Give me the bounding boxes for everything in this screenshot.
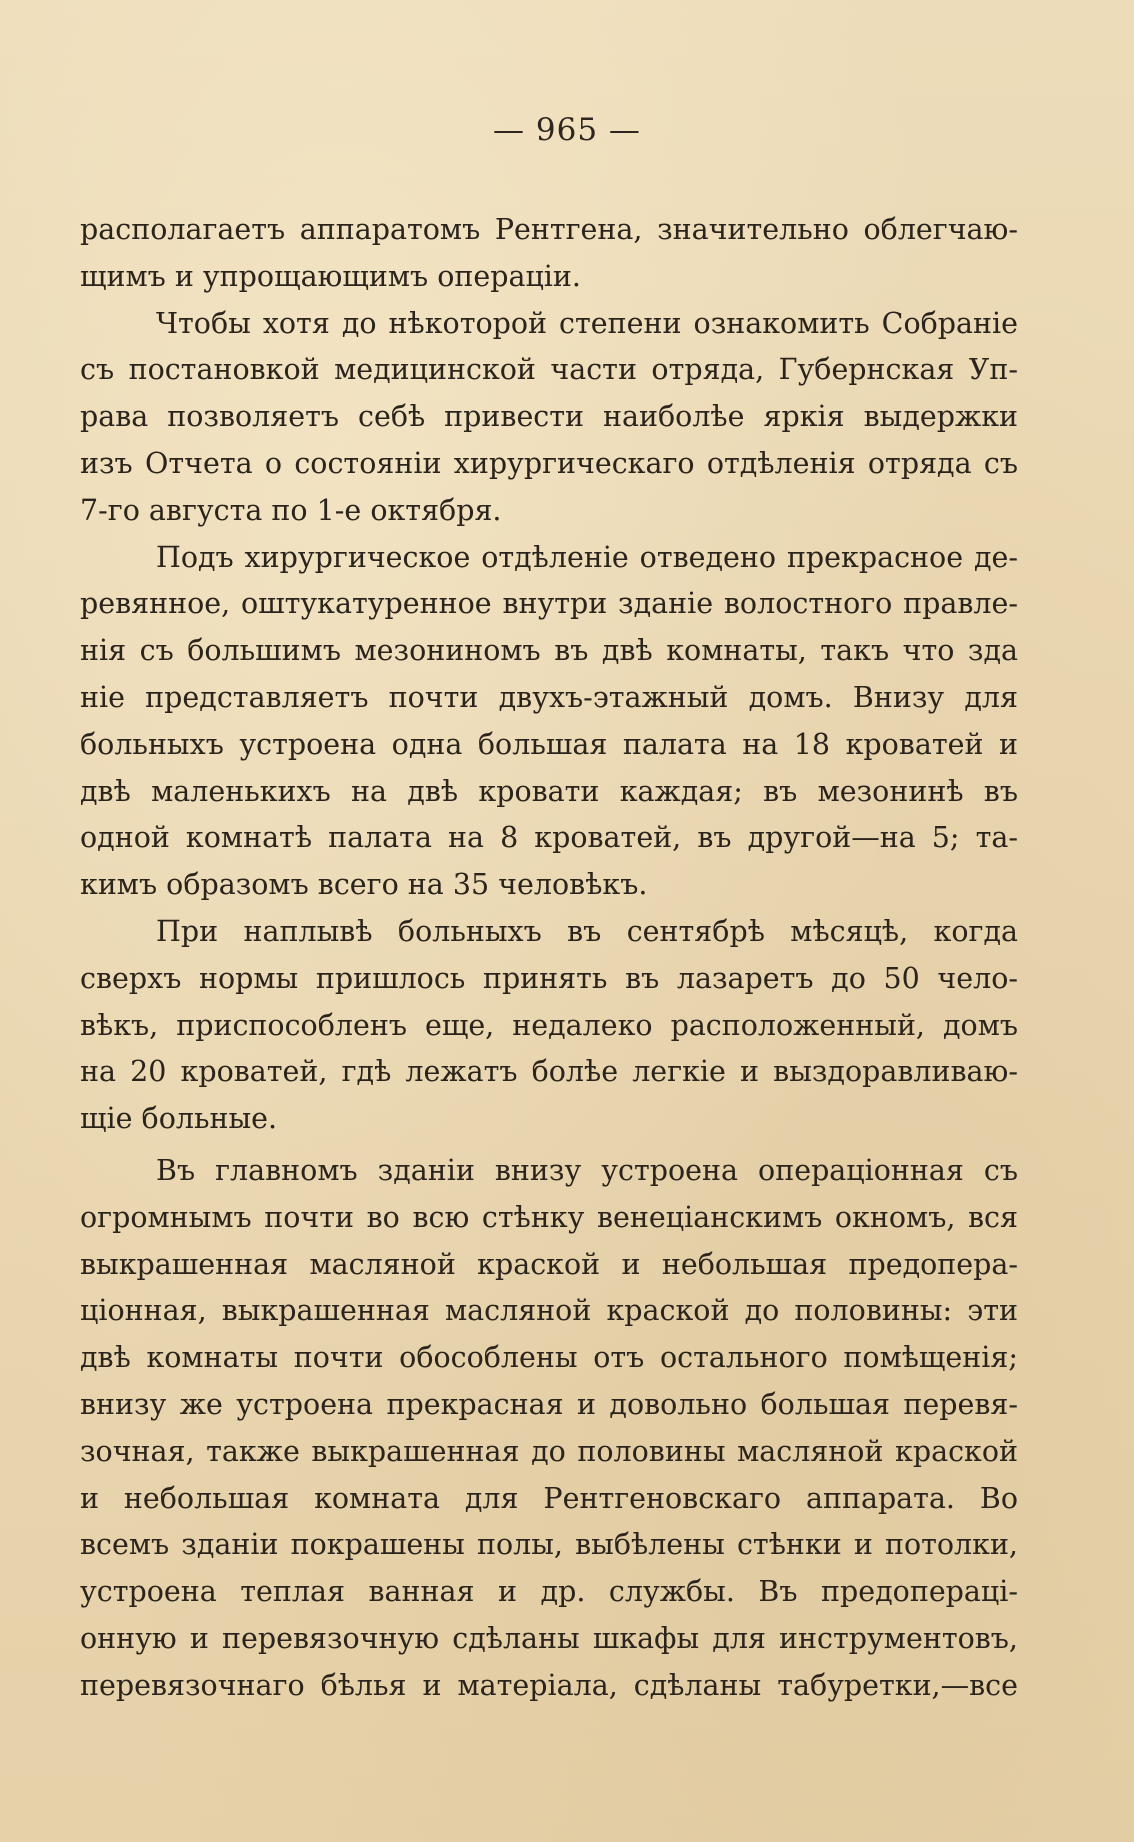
text-line: нія съ большимъ мезониномъ въ двѣ комнаты, такъ что зда [80, 634, 1018, 668]
text-line: огромнымъ почти во всю стѣнку венеціанскимъ окномъ, вся [80, 1200, 1018, 1234]
text-line: 7-го августа по 1-е октября. [80, 493, 502, 527]
text-line: вѣкъ, приспособленъ еще, недалеко расположенный, домъ [80, 1008, 1018, 1042]
text-line: съ постановкой медицинской части отряда, Губернская Уп- [80, 353, 1018, 387]
text-line: кимъ образомъ всего на 35 человѣкъ. [80, 868, 648, 902]
paragraph [80, 1148, 1018, 1710]
text-line: одной комнатѣ палата на 8 кроватей, въ другой—на 5; та- [80, 821, 1018, 855]
text-line: перевязочнаго бѣлья и матеріала, сдѣланы табуретки,—все [80, 1668, 1018, 1702]
text-line: онную и перевязочную сдѣланы шкафы для инструментовъ, [80, 1621, 1018, 1655]
text-line: зочная, также выкрашенная до половины масляной краской [80, 1434, 1018, 1468]
text-line: на 20 кроватей, гдѣ лежатъ болѣе легкіе и выздоравливаю- [80, 1055, 1018, 1089]
body-text [80, 207, 1018, 1710]
text-line: рава позволяетъ себѣ привести наиболѣе яркія выдержки [80, 400, 1018, 434]
text-line: располагаетъ аппаратомъ Рентгена, значительно облегчаю- [80, 213, 1018, 246]
text-line: выкрашенная масляной краской и небольшая предопера- [80, 1247, 1018, 1281]
paragraph [80, 909, 1018, 1143]
paragraph [80, 535, 1018, 909]
text-line: больныхъ устроена одна большая палата на 18 кроватей и [80, 727, 1018, 761]
text-line: щіе больные. [80, 1102, 278, 1136]
text-line: внизу же устроена прекрасная и довольно большая перевя- [80, 1387, 1018, 1421]
text-line: При наплывѣ больныхъ въ сентябрѣ мѣсяцѣ, когда [156, 914, 1018, 948]
text-line: двѣ комнаты почти обособлены отъ остального помѣщенія; [80, 1341, 1018, 1375]
text-line: Подъ хирургическое отдѣленіе отведено прекрасное де- [156, 540, 1018, 574]
text-line: устроена теплая ванная и др. службы. Въ предопераці- [80, 1575, 1018, 1609]
text-line: щимъ и упрощающимъ операціи. [80, 259, 581, 293]
text-line: двѣ маленькихъ на двѣ кровати каждая; въ мезонинѣ въ [80, 774, 1018, 808]
text-line: всемъ зданіи покрашены полы, выбѣлены стѣнки и потолки, [80, 1528, 1018, 1562]
paragraph [80, 207, 1018, 301]
text-line: Въ главномъ зданіи внизу устроена операціонная съ [156, 1153, 1018, 1187]
text-line: Чтобы хотя до нѣкоторой степени ознакомить Собраніе [156, 306, 1018, 340]
text-line: изъ Отчета о состояніи хирургическаго отдѣленія отряда съ [80, 446, 1018, 480]
text-line: ціонная, выкрашенная масляной краской до половины: эти [80, 1294, 1018, 1328]
text-line: ніе представляетъ почти двухъ-этажный домъ. Внизу для [80, 680, 1018, 714]
text-line: ревянное, оштукатуренное внутри зданіе волостного правле- [80, 587, 1018, 621]
page-number: — 965 — [493, 112, 641, 148]
text-line: и небольшая комната для Рентгеновскаго аппарата. Во [80, 1481, 1018, 1515]
paragraph [80, 301, 1018, 535]
text-line: сверхъ нормы пришлось принять въ лазаретъ до 50 чело- [80, 961, 1018, 995]
